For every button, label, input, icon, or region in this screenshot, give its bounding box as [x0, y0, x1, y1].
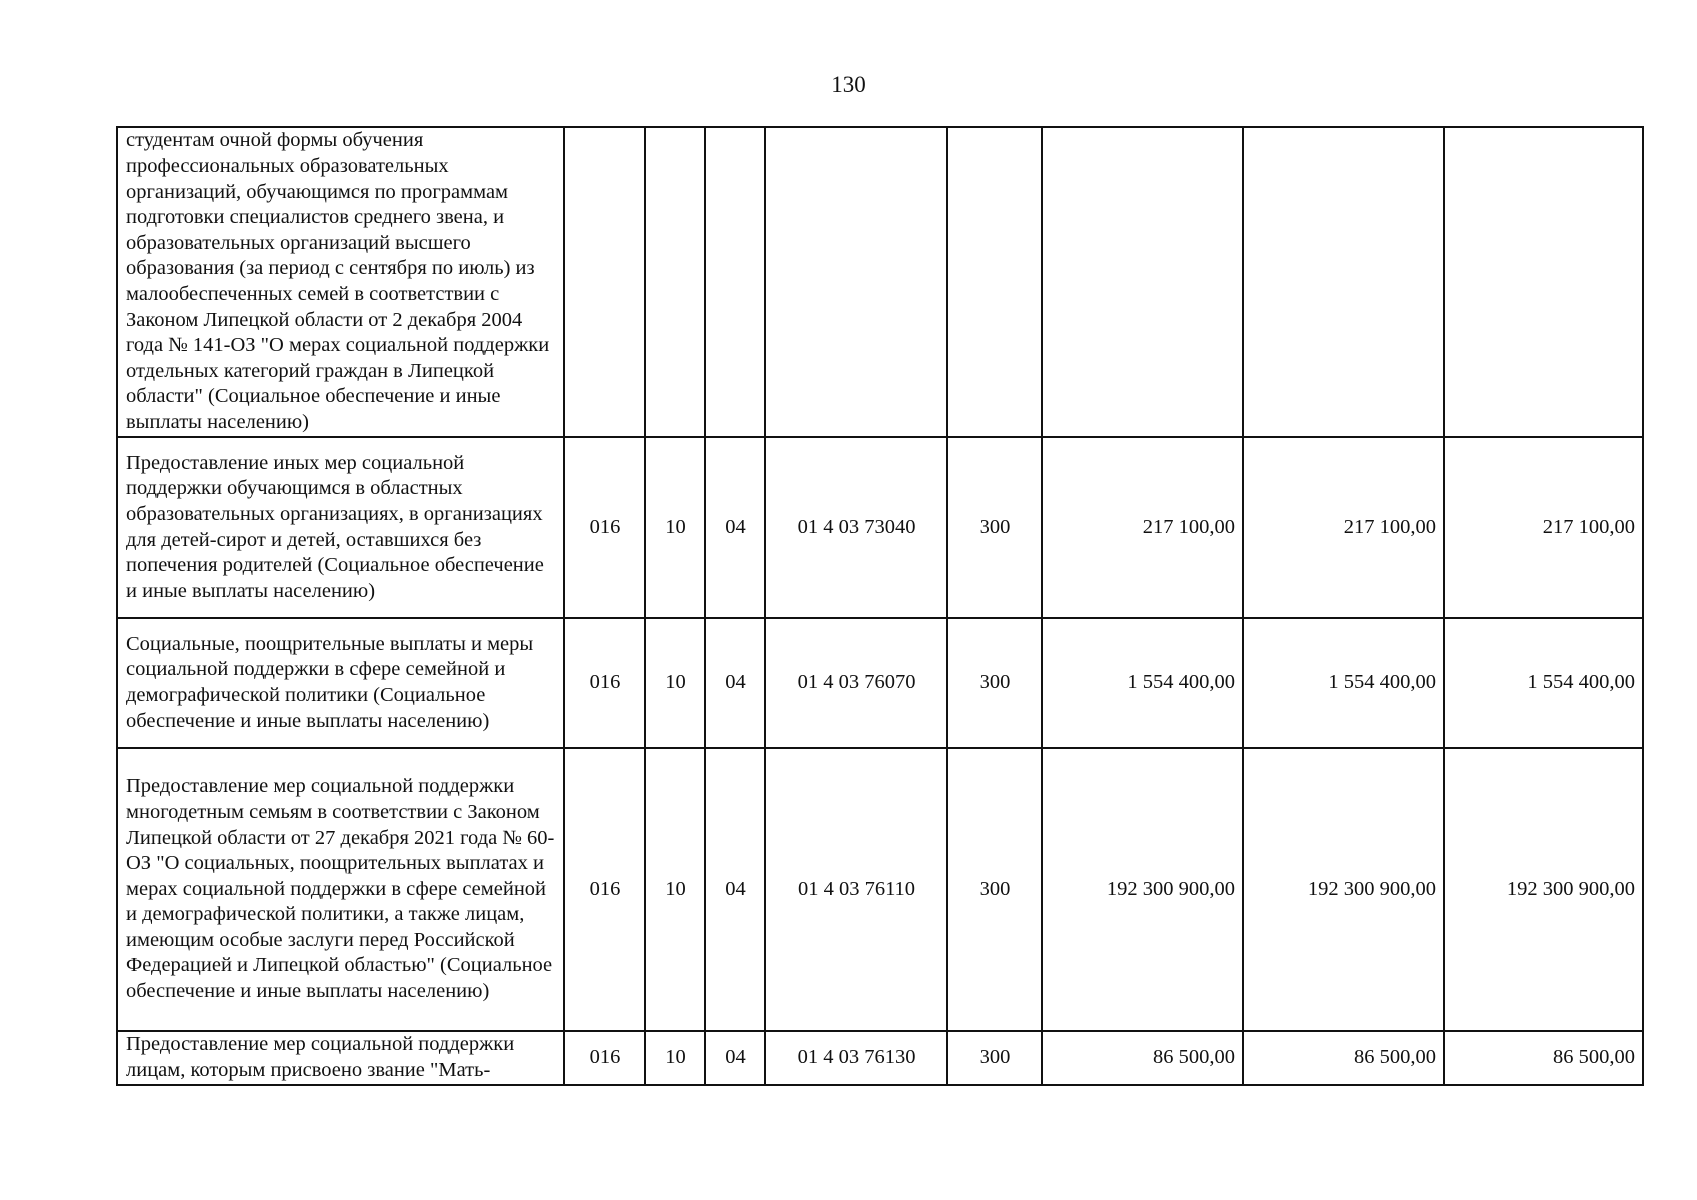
budget-table — [116, 126, 1644, 1086]
amount-1: 1 554 400,00 — [1042, 618, 1243, 748]
subsection-code: 04 — [705, 437, 765, 618]
table-row — [117, 437, 1643, 618]
amount-3: 1 554 400,00 — [1444, 618, 1643, 748]
subsection-code: 04 — [705, 1031, 765, 1085]
target-article-code — [765, 127, 947, 437]
expense-type-code — [947, 127, 1042, 437]
expense-type-code: 300 — [947, 748, 1042, 1031]
ministry-code — [564, 127, 645, 437]
target-article-code: 01 4 03 73040 — [765, 437, 947, 618]
expense-type-code: 300 — [947, 437, 1042, 618]
row-description: Предоставление мер социальной поддержки лицам, которым присвоено звание "Мать- — [117, 1031, 564, 1085]
target-article-code: 01 4 03 76110 — [765, 748, 947, 1031]
row-description: Предоставление мер социальной поддержки многодетным семьям в соответствии с Законом Липецкой области от 27 декабря 2021 года № 60-ОЗ "О социальных, поощрительных выплатах и мерах социальной поддержки в сфере семейной и демографической политики, а также лицам, имеющим особые заслуги перед Российской Федерацией и Липецкой областью" (Социальное обеспечение и иные выплаты населению) — [117, 748, 564, 1031]
table-row — [117, 1031, 1643, 1085]
section-code: 10 — [645, 748, 705, 1031]
ministry-code: 016 — [564, 437, 645, 618]
amount-3 — [1444, 127, 1643, 437]
ministry-code: 016 — [564, 748, 645, 1031]
amount-2: 192 300 900,00 — [1243, 748, 1444, 1031]
subsection-code — [705, 127, 765, 437]
amount-1: 192 300 900,00 — [1042, 748, 1243, 1031]
subsection-code: 04 — [705, 748, 765, 1031]
row-description: студентам очной формы обучения профессиональных образовательных организаций, обучающимся по программам подготовки специалистов среднего звена, и образовательных организаций высшего образования (за период с сентября по июль) из малообеспеченных семей в соответствии с Законом Липецкой области от 2 декабря 2004 года № 141-ОЗ "О мерах социальной поддержки отдельных категорий граждан в Липецкой области" (Социальное обеспечение и иные выплаты населению) — [117, 127, 564, 437]
ministry-code: 016 — [564, 618, 645, 748]
row-description: Социальные, поощрительные выплаты и меры социальной поддержки в сфере семейной и демографической политики (Социальное обеспечение и иные выплаты населению) — [117, 618, 564, 748]
target-article-code: 01 4 03 76130 — [765, 1031, 947, 1085]
table-row — [117, 618, 1643, 748]
amount-1 — [1042, 127, 1243, 437]
page-number: 130 — [831, 72, 866, 97]
ministry-code: 016 — [564, 1031, 645, 1085]
amount-2: 217 100,00 — [1243, 437, 1444, 618]
expense-type-code: 300 — [947, 1031, 1042, 1085]
section-code — [645, 127, 705, 437]
row-description: Предоставление иных мер социальной поддержки обучающимся в областных образовательных организациях, в организациях для детей-сирот и детей, оставшихся без попечения родителей (Социальное обеспечение и иные выплаты населению) — [117, 437, 564, 618]
section-code: 10 — [645, 618, 705, 748]
table-row — [117, 748, 1643, 1031]
amount-2: 1 554 400,00 — [1243, 618, 1444, 748]
amount-3: 217 100,00 — [1444, 437, 1643, 618]
section-code: 10 — [645, 437, 705, 618]
amount-2 — [1243, 127, 1444, 437]
amount-1: 86 500,00 — [1042, 1031, 1243, 1085]
target-article-code: 01 4 03 76070 — [765, 618, 947, 748]
amount-2: 86 500,00 — [1243, 1031, 1444, 1085]
table-row — [117, 127, 1643, 437]
amount-3: 86 500,00 — [1444, 1031, 1643, 1085]
section-code: 10 — [645, 1031, 705, 1085]
amount-1: 217 100,00 — [1042, 437, 1243, 618]
expense-type-code: 300 — [947, 618, 1042, 748]
subsection-code: 04 — [705, 618, 765, 748]
amount-3: 192 300 900,00 — [1444, 748, 1643, 1031]
